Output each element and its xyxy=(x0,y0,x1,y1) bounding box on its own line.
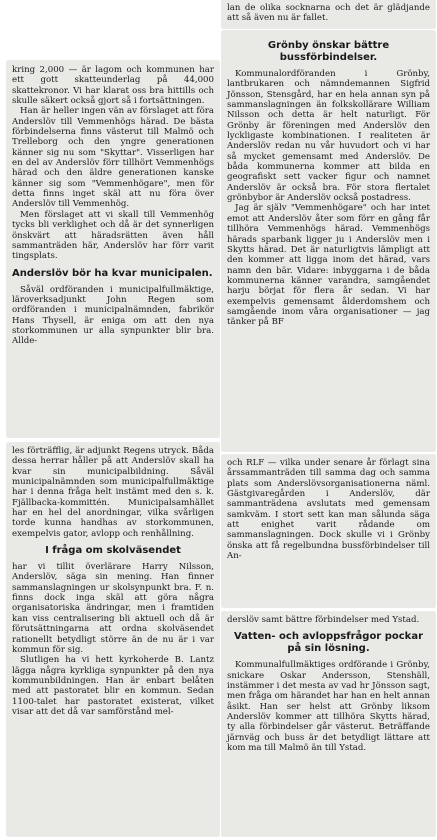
section-heading: Vatten- och avloppsfrågor pockar på sin lösning. xyxy=(233,631,424,655)
clipping-left-bottom xyxy=(7,443,219,836)
paragraph: och RLF — vilka under senare år förlagt sina årssammanträden till samma dag och samma plats som Anderslövsorganisationerna näml. Gästgivaregården i Anderslöv, där sammanträdena avslutats med gemensam samkväm. I stort sett kan man sålunda säga att enighet varit rådande om sammanslagningen. Dock skulle vi i Grönby önska att få regelbundna bussförbindelser till An- xyxy=(227,458,430,562)
clipping-left-top xyxy=(7,61,219,437)
section-heading: I fråga om skolväsendet xyxy=(45,545,181,557)
paragraph: Kommunalfullmäktiges ordförande i Grönby, snickare Oskar Andersson, Stenshäll, instämmer i det mesta av vad hr Jönsson sagt, men fråga om härandet har han en helt annan åsikt. Han ser helst att Grönby liksom Anderslöv kommer att tillhöra Skytts härad, ty alla förbindelser går västerut. Beträffande järnväg och buss är det betydligt lättare att kom ma till Malmö än till Ystad. xyxy=(227,660,430,754)
paragraph: har vi tillit överlärare Harry Nilsson, Anderslöv, säga sin mening. Han finner sammanslagningen ur skolsynpunkt bra. F. n. finns dock inga skäl att göra några organisatoriska ändringar, men i framtiden kan viss centralisering bli aktuell och då är förutsättningarna att ordna skolväsendet rationellt betydligt större än de nu är i var kommun för sig. xyxy=(12,562,214,655)
paragraph: Han är heller ingen vän av förslaget att föra Anderslöv till Vemmenhögs härad. De bästa förbindelserna finns västerut till Malmö och Trelleborg och den yngre generationen känner sig nu som "Skyttar". Visserligen har en del av Anderslöv förr tillhört Vemmenhögs härad och den äldre generationen kanske känner sig som "Vemmenhögare", men för detta finns inget skäl att nu föra över Anderslöv till Vemmenhög. xyxy=(12,106,214,210)
section-heading: Grönby önskar bättre bussförbindelser. xyxy=(267,40,390,63)
section-heading: Anderslöv bör ha kvar municipalen. xyxy=(12,267,213,279)
clipping-right-top xyxy=(222,0,435,28)
paragraph: les förträfflig, är adjunkt Regens utryck. Båda dessa herrar håller på att Anderslöv skall ha kvar sin municipalbildning. Såväl municipalnämnden som municipalfullmäktige har i denna fråga helt instämt med den s. k. Fjällbacka-kommittén. Municipalsamhället har en hel del anordningar, vilka svårligen torde kunna handhas av storkommunen, exempelvis gator, avlopp och renhållning. xyxy=(12,446,214,539)
paragraph: Kommunalordföranden i Grönby, lantbrukaren och nämndemannen Sigfrid Jönsson, Stensgård, har en hela annan syn på sammanslagningen än folkskollärare William Nilsson och detta är helt naturligt. För Grönby är föreningen med Anderslöv den lyckligaste kombinationen. I realiteten är Anderslöv redan nu vår huvudort och vi har så mycket gemensamt med Anderslöv. De båda kommunerna kommer att bilda en geografiskt sett vacker figur och namnet Anderslöv är också bra. För stora flertalet grönbybor är Anderslöv också postadress. xyxy=(227,69,430,204)
clipping-right-middle xyxy=(222,455,435,607)
paragraph: Jag är själv "Vemmenhögare" och har intet emot att Anderslöv åter som förr en gång får tillhöra Vemmenhögs härad. Vemmenhögs härads sparbank ligger ju i Anderslöv men i Skytts härad. Det är naturligtvis lämpligt att den kommer att ligga inom det härad, vars namn den bär. Vidare: inbyggarna i de båda kommunerna känner varandra, samgåendet harju börjat för flera år sedan. Vi har exempelvis gemensamt ålderdomshem och samgående inom våra organisationer — jag tänker på BF xyxy=(227,203,430,328)
clipping-right-main xyxy=(222,31,435,451)
paragraph: derslöv samt bättre förbindelser med Ystad. xyxy=(227,615,420,625)
paragraph: Men förslaget att vi skall till Vemmenhög tycks bli verklighet och då är det synnerligen önskvärt att häradsrätten även håll sammanträden här, Anderslöv har förr varit tingsplats. xyxy=(12,209,214,262)
paragraph: Såväl ordföranden i municipalfullmäktige, läroverksadjunkt John Regen som ordföranden i municipalnämnden, fabrikör Hans Thysell, är eniga om att den nya storkommunen ur alla synpunkter blir bra. Allde- xyxy=(12,284,214,347)
paragraph: Slutligen ha vi hett kyrkoherde B. Lantz lägga några kyrkliga synpunkter på den nya kommunbildningen. Han är enbart belåten med att pastoratet blir en kommun. Sedan 1100-talet har pastoratet existerat, vilket visar att det då var samförstånd mel- xyxy=(12,655,214,717)
paragraph: lan de olika socknarna och det är glädjande att så även nu är fallet. xyxy=(227,3,430,24)
paragraph: kring 2,000 — är lagom och kommunen har ett gott skatteunderlag på 44,000 skattekronor. Vi har klarat oss bra hittills och skulle säkert också gjort så i fortsättningen. xyxy=(12,65,214,107)
clipping-right-bottom xyxy=(222,612,435,836)
